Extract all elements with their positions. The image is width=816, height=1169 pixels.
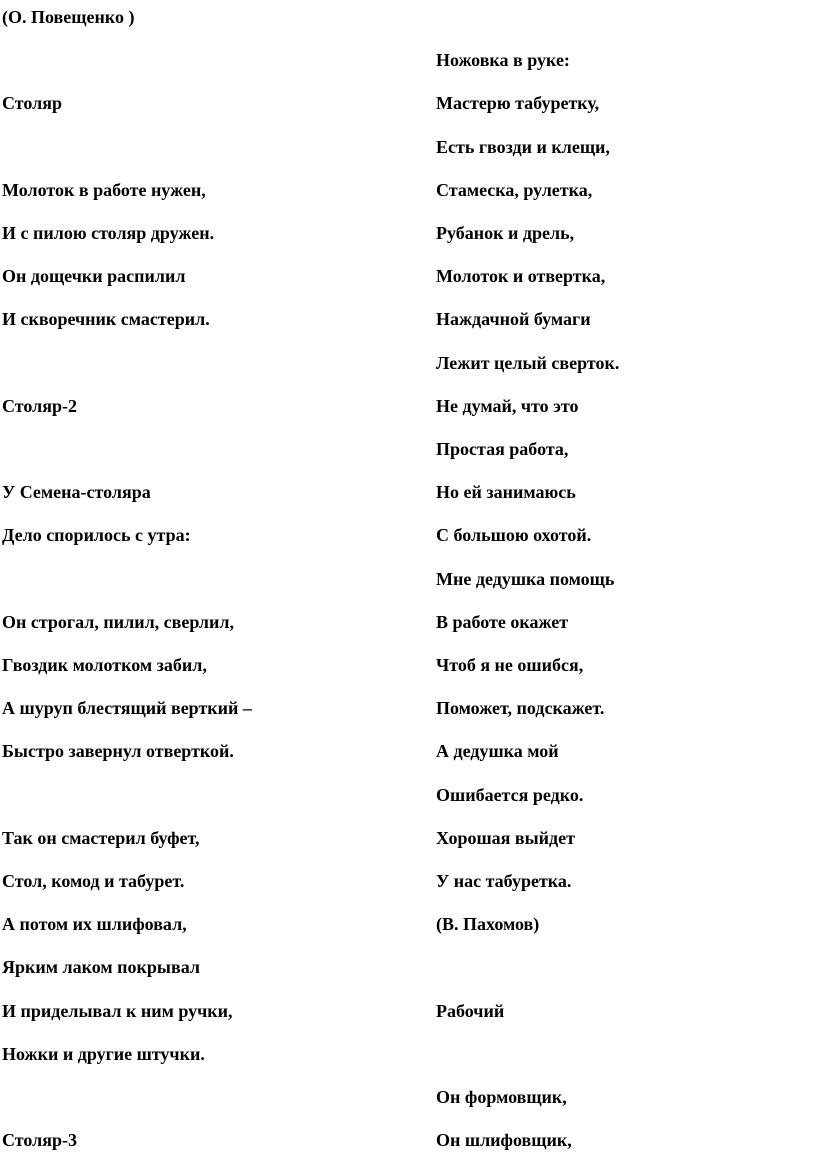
right-poem-line: Рубанок и дрель, [436, 223, 575, 243]
left-poem-line: Ярким лаком покрывал [2, 957, 200, 978]
left-poem-line: Гвоздик молотком забил, [2, 655, 207, 675]
left-poem-line: Так он смастерил буфет, [2, 827, 200, 848]
left-poem-line: Стол, комод и табурет. [2, 871, 185, 891]
left-poem-line: И с пилою столяр дружен. [2, 223, 215, 243]
right-poem-line: Поможет, подскажет. [436, 698, 605, 719]
right-poem-line: Есть гвозди и клещи, [436, 136, 610, 157]
left-poem-line: Ножки и другие штучки. [2, 1043, 205, 1064]
right-poem-line: Он шлифовщик, [436, 1130, 572, 1151]
right-poem-line: Простая работа, [436, 439, 569, 459]
left-poem-line: Он строгал, пилил, сверлил, [2, 611, 235, 632]
left-poem-line: Он дощечки распилил [2, 266, 186, 287]
right-poem-line: Ножовка в руке: [436, 50, 570, 71]
right-poem-line: Он формовщик, [436, 1087, 567, 1107]
right-poem-line: Мастерю табуретку, [436, 93, 600, 114]
right-poem-line: Стамеска, рулетка, [436, 179, 593, 200]
right-poem-line: (В. Пахомов) [436, 914, 540, 935]
right-poem-line: С большою охотой. [436, 525, 592, 546]
left-poem-line: Молоток в работе нужен, [2, 179, 206, 200]
left-poem-line: У Семена-столяра [2, 482, 151, 503]
right-poem-line: Ошибается редко. [436, 784, 584, 805]
right-poem-line: Лежит целый сверток. [436, 352, 620, 373]
left-poem-line: Быстро завернул отверткой. [2, 741, 234, 762]
left-poem-line: И приделывал к ним ручки, [2, 1000, 233, 1021]
left-poem-line: Столяр-2 [2, 395, 77, 416]
left-poem-line: Дело спорилось с утра: [2, 525, 191, 546]
right-poem-line: В работе окажет [436, 611, 569, 632]
left-poem-line: (О. Повещенко ) [2, 7, 135, 27]
right-poem-line: Не думай, что это [436, 395, 579, 416]
right-poem-line: Мне дедушка помощь [436, 568, 615, 589]
left-poem-line: А потом их шлифовал, [2, 914, 187, 935]
right-poem-line: Хорошая выйдет [436, 827, 575, 848]
left-poem-line: Столяр-3 [2, 1130, 77, 1151]
right-poem-line: Молоток и отвертка, [436, 266, 606, 287]
left-poem-line: И скворечник смастерил. [2, 309, 210, 330]
right-poem-line: Но ей занимаюсь [436, 482, 576, 503]
left-poem-line: А шуруп блестящий верткий – [2, 698, 252, 719]
right-poem-line: Чтоб я не ошибся, [436, 655, 584, 675]
right-poem-line: Рабочий [436, 1000, 505, 1021]
right-poem-line: А дедушка мой [436, 741, 559, 762]
left-poem-line: Столяр [2, 93, 62, 114]
right-poem-line: Наждачной бумаги [436, 309, 591, 330]
right-poem-line: У нас табуретка. [436, 871, 572, 891]
